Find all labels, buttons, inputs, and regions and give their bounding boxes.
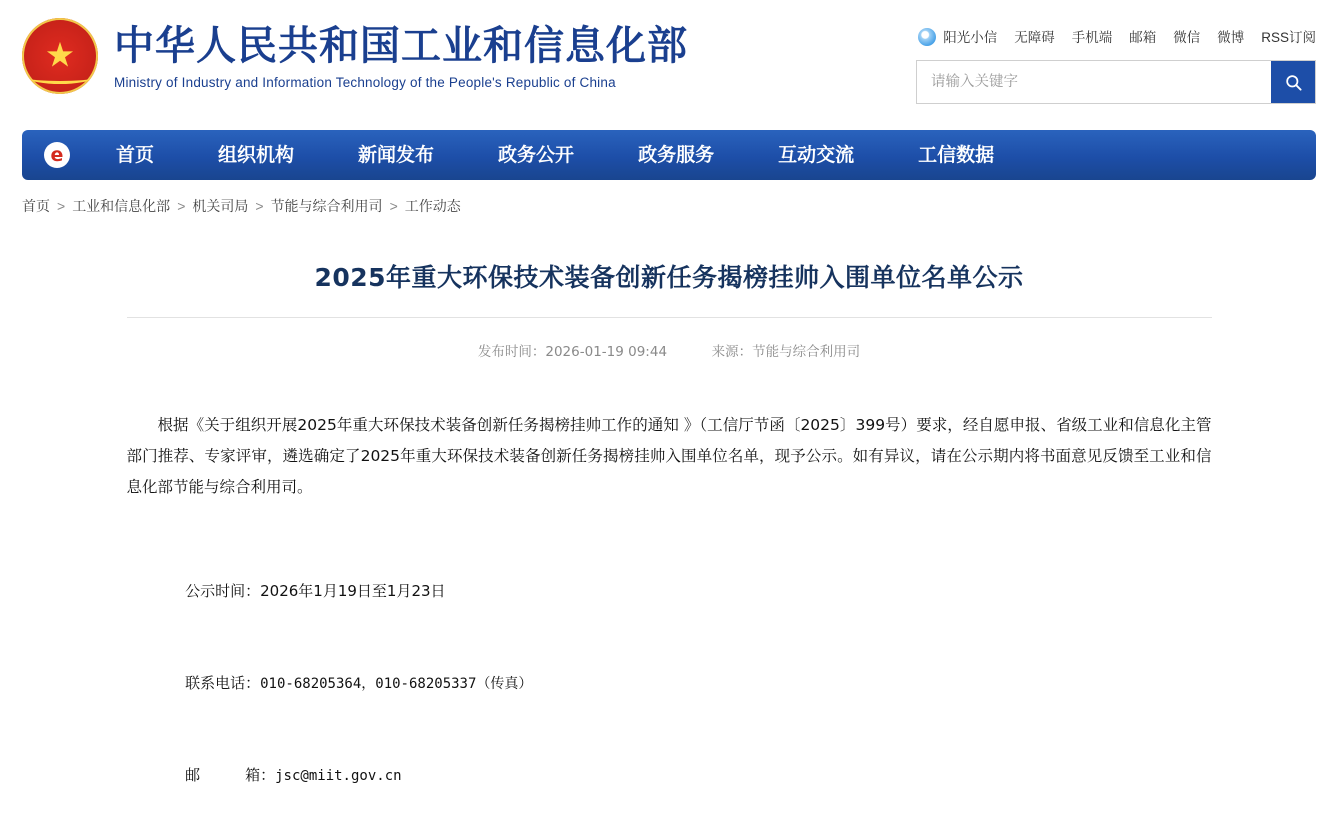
source-label: 来源： (711, 344, 753, 360)
search-bar (916, 60, 1316, 104)
contact-phone-value: 010-68205364，010-68205337（传真） (260, 676, 533, 692)
breadcrumb-separator: > (389, 198, 398, 214)
site-brand[interactable] (22, 18, 688, 94)
breadcrumb-separator: > (177, 198, 186, 214)
publish-time-label: 发布时间： (477, 344, 546, 360)
org-name-cn: 中华人民共和国工业和信息化部 (114, 22, 688, 69)
notice-period-line (157, 545, 1212, 637)
main-nav (22, 130, 1316, 180)
article-meta (127, 317, 1212, 360)
article-body (127, 410, 1212, 503)
top-link-mobile[interactable]: 手机端 (1071, 30, 1113, 45)
site-header (0, 0, 1338, 130)
breadcrumb-item-home[interactable]: 首页 (22, 199, 50, 215)
nav-item-news[interactable]: 新闻发布 (358, 144, 435, 166)
breadcrumb (0, 180, 1338, 216)
top-link-mail[interactable]: 邮箱 (1129, 30, 1157, 45)
breadcrumb-separator: > (255, 198, 264, 214)
top-link-sunshine[interactable]: 阳光小信 (943, 30, 998, 45)
contact-email-label: 邮 箱： (185, 766, 276, 785)
top-link-rss[interactable]: RSS订阅 (1261, 30, 1316, 45)
top-link-weibo[interactable]: 微博 (1217, 30, 1245, 45)
breadcrumb-separator: > (57, 198, 66, 214)
page-title: 2025年重大环保技术装备创新任务揭榜挂帅入围单位名单公示 (314, 263, 1024, 292)
contact-email-line (157, 730, 1212, 822)
contact-email-value: jsc@miit.gov.cn (275, 768, 402, 785)
nav-item-home[interactable]: 首页 (116, 144, 155, 166)
nav-item-services[interactable]: 政务服务 (638, 144, 715, 166)
top-link-accessibility[interactable]: 无障碍 (1014, 30, 1055, 45)
search-icon (1284, 73, 1303, 92)
org-name-en: Ministry of Industry and Information Technology of the People's Republic of China (114, 74, 616, 90)
nav-item-data[interactable]: 工信数据 (918, 144, 995, 166)
brand-text (114, 23, 688, 90)
sun-icon (918, 28, 936, 46)
miit-logo-icon[interactable] (44, 142, 70, 168)
notice-period-label: 公示时间： (185, 581, 261, 600)
search-input[interactable] (917, 61, 1271, 103)
breadcrumb-item-current: 工作动态 (404, 199, 461, 215)
nav-item-government-affairs[interactable]: 政务公开 (498, 144, 575, 166)
breadcrumb-item-departments[interactable]: 机关司局 (192, 199, 249, 215)
contact-phone-line (157, 637, 1212, 729)
nav-item-organization[interactable]: 组织机构 (218, 144, 295, 166)
top-links (918, 26, 1316, 46)
search-button[interactable] (1271, 61, 1315, 103)
article-contact-block (127, 545, 1212, 822)
breadcrumb-item-miit[interactable]: 工业和信息化部 (72, 199, 171, 215)
article (127, 216, 1212, 822)
miit-logo-glyph: e (50, 143, 64, 166)
national-emblem-icon (22, 18, 98, 94)
notice-period-value: 2026年1月19日至1月23日 (260, 581, 446, 600)
publish-time-value: 2026-01-19 09:44 (545, 344, 668, 360)
source-value: 节能与综合利用司 (752, 344, 861, 360)
nav-item-interaction[interactable]: 互动交流 (778, 144, 855, 166)
contact-phone-label: 联系电话： (185, 674, 261, 692)
main-nav-container (0, 130, 1338, 180)
article-paragraph: 根据《关于组织开展2025年重大环保技术装备创新任务揭榜挂帅工作的通知 》（工信厅节函〔2025〕399号）要求，经自愿申报、省级工业和信息化主管部门推荐、专家评审，遴选确定了2025年重大环保技术装备创新任务揭榜挂帅入围单位名单，现予公示。如有异议，请在公示期内将书面意见反馈至工业和信息化部节能与综合利用司。 (126, 416, 1212, 496)
breadcrumb-item-energy-dept[interactable]: 节能与综合利用司 (270, 199, 383, 215)
top-link-wechat[interactable]: 微信 (1173, 30, 1201, 45)
